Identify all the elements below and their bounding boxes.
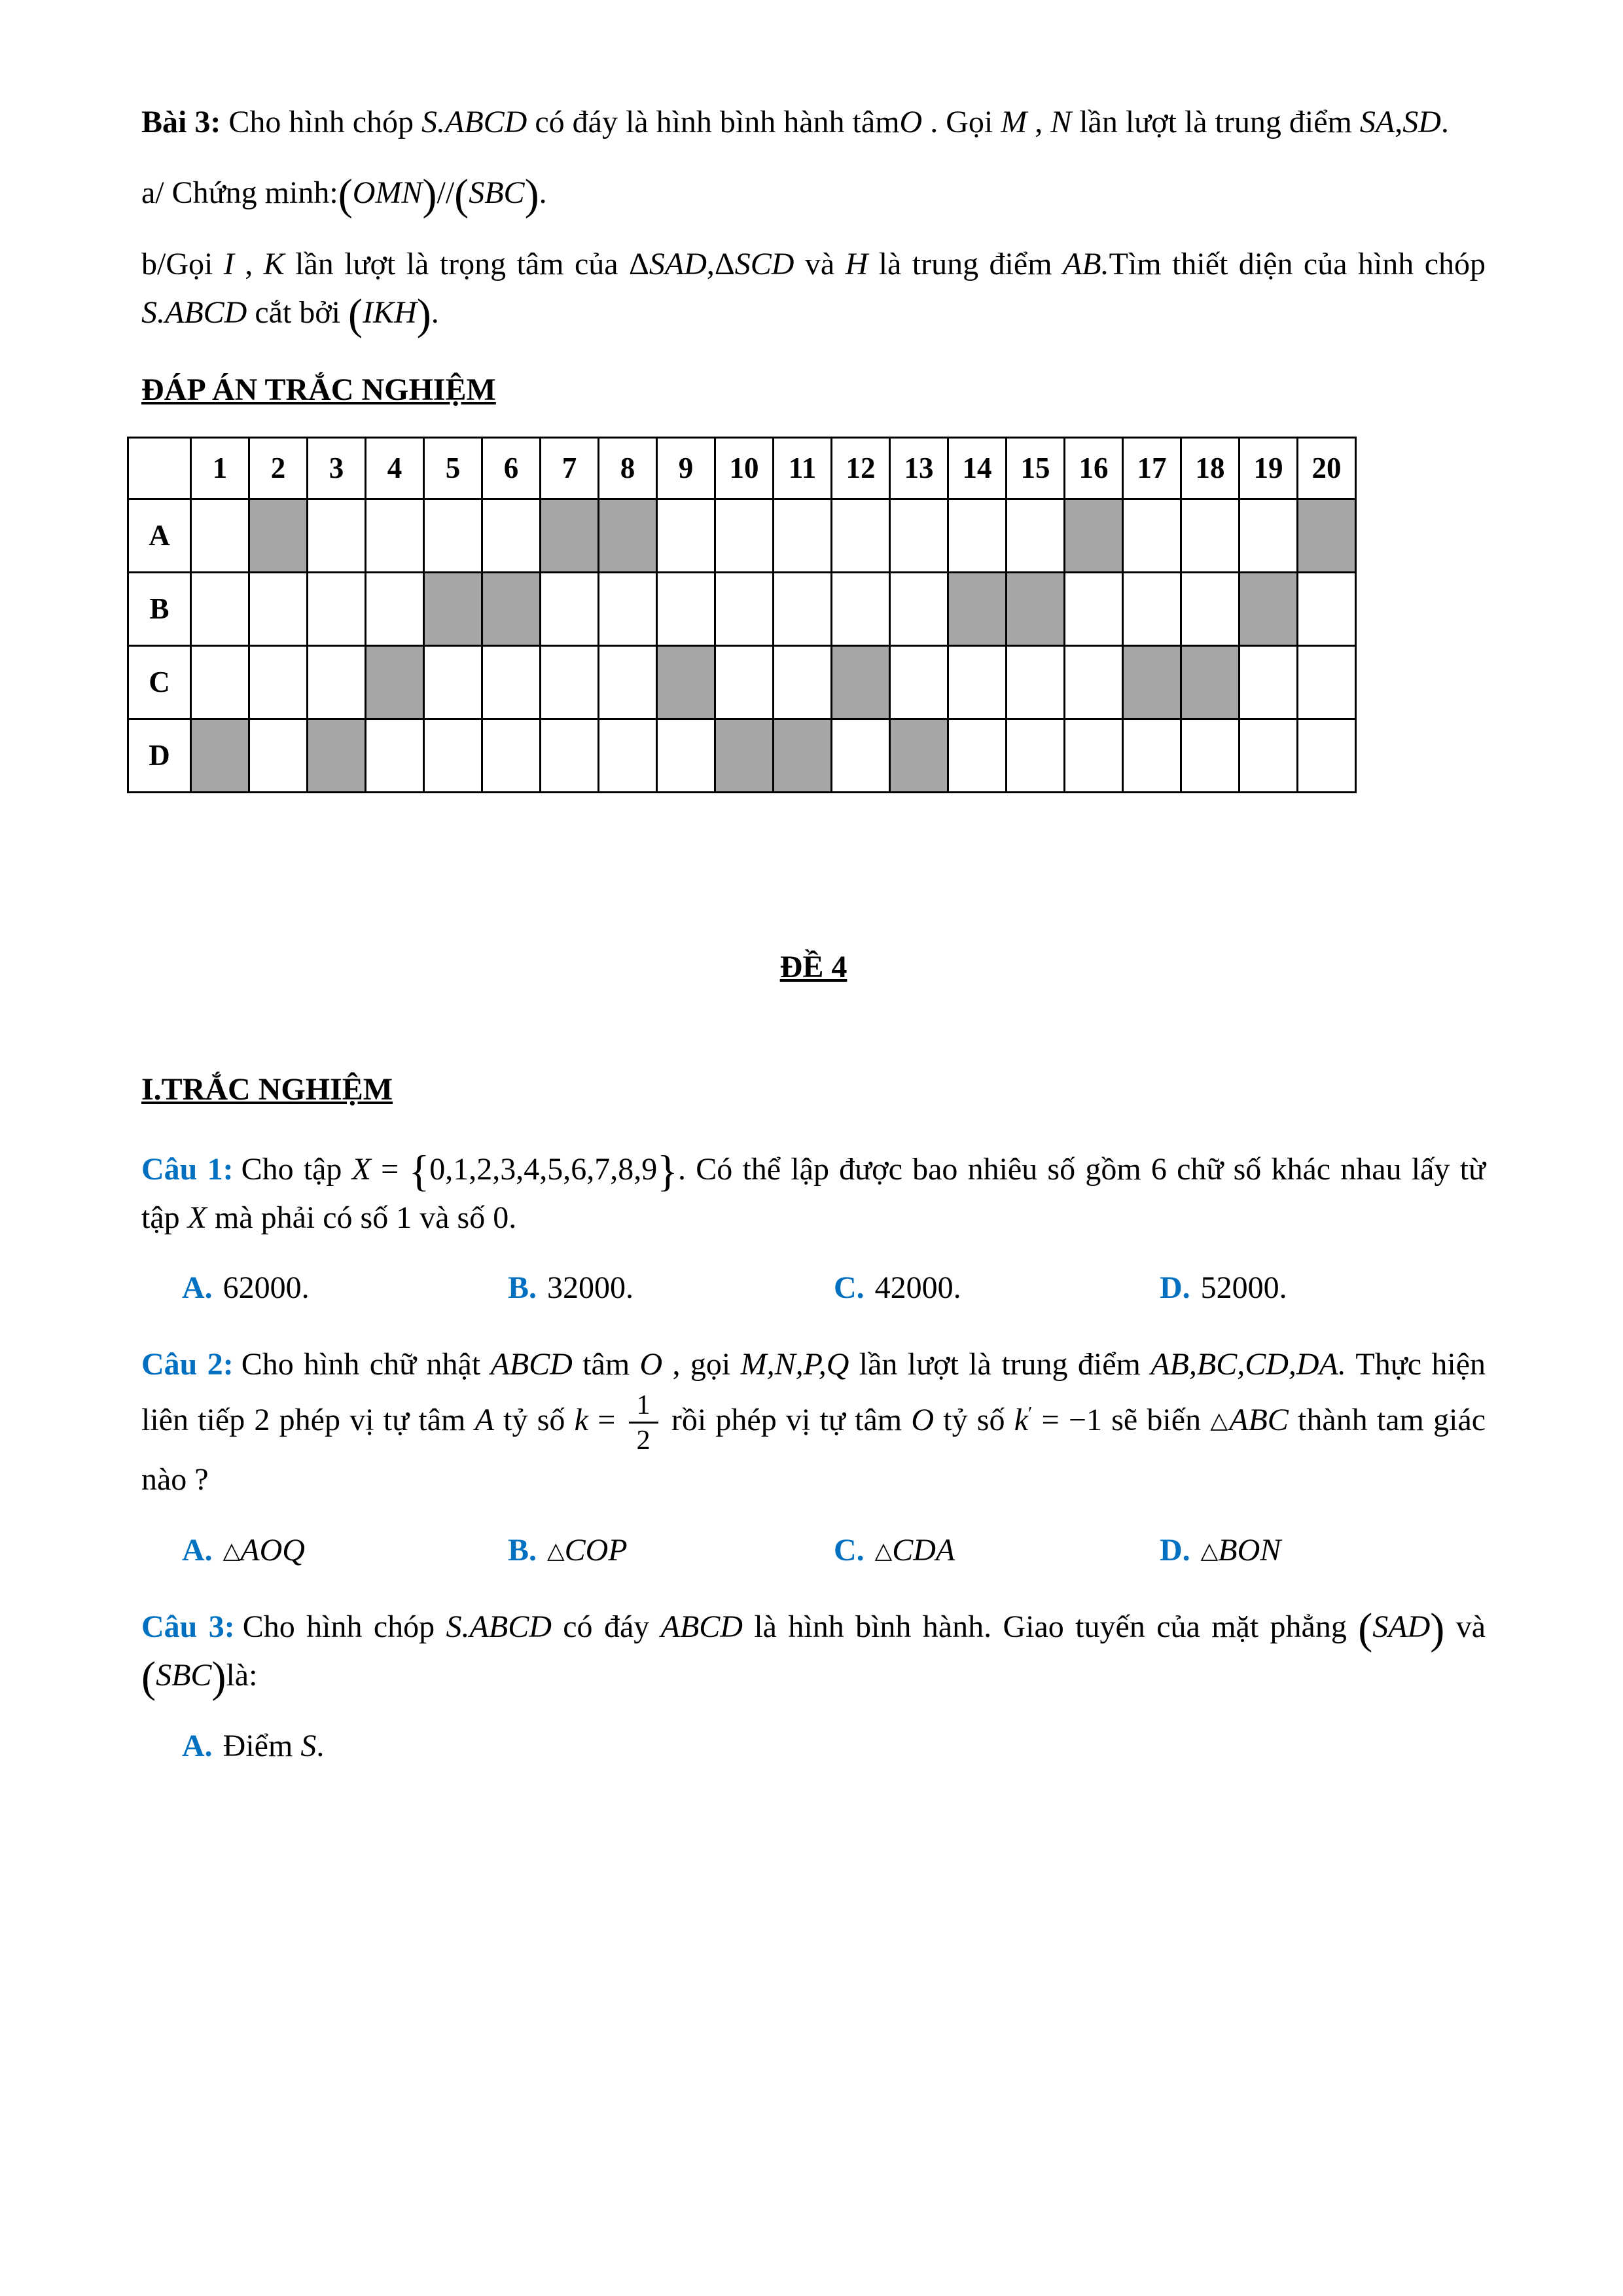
option-2b-text: △COP [547,1532,628,1568]
answer-cell-3A [308,499,366,572]
option-2c-letter: C. [834,1532,865,1568]
option-1b [508,1265,834,1312]
answer-cell-17A [1123,499,1181,572]
question-1-options [141,1265,1486,1312]
answer-row-D [128,719,1356,792]
option-2a-letter: A. [182,1532,213,1568]
answer-row-label-A: A [128,499,191,572]
answer-row-B [128,572,1356,645]
answer-cell-5B [424,572,482,645]
answer-cell-13A [890,499,948,572]
answer-cell-18C [1181,645,1240,719]
answer-cell-12C [832,645,890,719]
answer-cell-4D [366,719,424,792]
answer-cell-9C [657,645,715,719]
answer-row-C [128,645,1356,719]
option-1c-text: 42000. [874,1270,961,1306]
answer-col-header-12: 12 [832,437,890,499]
answer-cell-11C [774,645,832,719]
answer-cell-1B [191,572,249,645]
answer-cell-9A [657,499,715,572]
option-2c [834,1527,1160,1574]
answer-cell-18D [1181,719,1240,792]
answer-col-header-9: 9 [657,437,715,499]
question-2-text: Cho hình chữ nhật ABCD tâm O , gọi M,N,P,Q lần lượt là trung điểm AB,BC,CD,DA. Thực hiện liên tiếp 2 phép vị tự tâm A tỷ số k = $\frac{1}{2}$ rồi phép vị tự tâm O tỷ số k′ = −1 sẽ biến △ABC thành tam giác nào ? [141,1347,1486,1498]
answer-cell-11B [774,572,832,645]
answer-cell-16D [1065,719,1123,792]
answer-cell-14A [948,499,1007,572]
answer-cell-9B [657,572,715,645]
option-1d [1160,1265,1486,1312]
answer-cell-17B [1123,572,1181,645]
answer-cell-10A [715,499,774,572]
option-1b-text: 32000. [547,1270,634,1306]
answer-col-header-18: 18 [1181,437,1240,499]
answer-cell-15D [1007,719,1065,792]
answer-cell-8A [599,499,657,572]
answer-cell-1A [191,499,249,572]
answer-cell-2A [249,499,308,572]
answer-col-header-13: 13 [890,437,948,499]
answer-cell-15A [1007,499,1065,572]
answer-cell-7A [541,499,599,572]
option-2a [182,1527,508,1574]
answer-cell-15B [1007,572,1065,645]
answer-cell-6B [482,572,541,645]
answer-col-header-19: 19 [1240,437,1298,499]
answer-col-header-16: 16 [1065,437,1123,499]
answer-cell-17C [1123,645,1181,719]
answer-cell-18B [1181,572,1240,645]
question-1-label: Câu 1: [141,1151,234,1187]
answer-row-label-D: D [128,719,191,792]
answer-cell-7B [541,572,599,645]
answer-cell-16B [1065,572,1123,645]
answer-cell-11A [774,499,832,572]
answer-cell-5D [424,719,482,792]
problem-3-part-b: b/Gọi I , K lần lượt là trọng tâm của ΔSAD,ΔSCD và H là trung điểm AB.Tìm thiết diện của hình chóp S.ABCD cắt bởi (IKH). [141,246,1486,339]
answer-col-header-1: 1 [191,437,249,499]
answer-col-header-4: 4 [366,437,424,499]
answer-cell-9D [657,719,715,792]
answer-cell-6C [482,645,541,719]
answer-cell-1D [191,719,249,792]
answer-cell-14C [948,645,1007,719]
answer-cell-10C [715,645,774,719]
answer-key-table [127,437,1357,793]
answer-row-label-C: C [128,645,191,719]
answer-cell-5A [424,499,482,572]
option-1c-letter: C. [834,1270,865,1306]
answer-col-header-2: 2 [249,437,308,499]
option-1d-text: 52000. [1200,1270,1287,1306]
answer-col-header-7: 7 [541,437,599,499]
answer-cell-20B [1298,572,1356,645]
question-1 [141,1145,1486,1243]
option-1a-text: 62000. [223,1270,310,1306]
answer-cell-10D [715,719,774,792]
option-1a-letter: A. [182,1270,213,1306]
answer-cell-5C [424,645,482,719]
answer-table-corner-cell [128,437,191,499]
answer-cell-19B [1240,572,1298,645]
section-multiple-choice-heading: I.TRẮC NGHIỆM [141,1071,393,1107]
option-2d-text: △BON [1200,1532,1281,1568]
answer-cell-16C [1065,645,1123,719]
exam-4-heading: ĐỀ 4 [779,949,847,984]
answer-cell-6D [482,719,541,792]
fraction: $\frac{1}{2}$ [625,1390,662,1456]
answer-cell-19C [1240,645,1298,719]
answer-cell-13B [890,572,948,645]
answer-col-header-15: 15 [1007,437,1065,499]
answer-cell-12A [832,499,890,572]
question-2-label: Câu 2: [141,1347,234,1382]
question-2-options [141,1527,1486,1574]
answer-cell-19A [1240,499,1298,572]
answer-cell-13C [890,645,948,719]
option-1a [182,1265,508,1312]
answer-cell-6A [482,499,541,572]
answer-col-header-5: 5 [424,437,482,499]
answer-cell-4C [366,645,424,719]
answer-cell-20C [1298,645,1356,719]
answer-cell-11D [774,719,832,792]
question-1-text: Cho tập X = {0,1,2,3,4,5,6,7,8,9}. Có thể lập được bao nhiêu số gồm 6 chữ số khác nhau lấy từ tập X mà phải có số 1 và số 0. [141,1147,1486,1235]
option-1b-letter: B. [508,1270,537,1306]
answer-cell-13D [890,719,948,792]
answer-key-heading: ĐÁP ÁN TRẮC NGHIỆM [141,372,496,407]
option-2c-text: △CDA [874,1532,955,1568]
answer-cell-4B [366,572,424,645]
answer-cell-15C [1007,645,1065,719]
answer-col-header-11: 11 [774,437,832,499]
option-2d [1160,1527,1486,1574]
question-2 [141,1340,1486,1504]
question-3-option-a [141,1723,1486,1770]
answer-col-header-20: 20 [1298,437,1356,499]
answer-cell-3C [308,645,366,719]
question-3-label: Câu 3: [141,1609,235,1644]
answer-cell-20A [1298,499,1356,572]
answer-cell-17D [1123,719,1181,792]
option-2b-letter: B. [508,1532,537,1568]
answer-row-A [128,499,1356,572]
answer-cell-14B [948,572,1007,645]
answer-cell-8C [599,645,657,719]
answer-cell-8D [599,719,657,792]
option-1d-letter: D. [1160,1270,1190,1306]
answer-col-header-17: 17 [1123,437,1181,499]
option-3a-letter: A. [182,1728,213,1763]
answer-cell-16A [1065,499,1123,572]
answer-cell-2C [249,645,308,719]
answer-col-header-10: 10 [715,437,774,499]
answer-col-header-14: 14 [948,437,1007,499]
answer-cell-2D [249,719,308,792]
answer-col-header-3: 3 [308,437,366,499]
question-3-text: Cho hình chóp S.ABCD có đáy ABCD là hình bình hành. Giao tuyến của mặt phẳng (SAD) và (SBC)là: [141,1604,1486,1702]
answer-col-header-6: 6 [482,437,541,499]
answer-cell-10B [715,572,774,645]
problem-3-statement: Bài 3: Cho hình chóp S.ABCD có đáy là hình bình hành tâmO . Gọi M , N lần lượt là trung điểm SA,SD. [141,105,1449,139]
answer-cell-14D [948,719,1007,792]
answer-cell-20D [1298,719,1356,792]
answer-cell-19D [1240,719,1298,792]
answer-cell-12B [832,572,890,645]
answer-cell-1C [191,645,249,719]
answer-cell-4A [366,499,424,572]
answer-row-label-B: B [128,572,191,645]
answer-cell-18A [1181,499,1240,572]
answer-cell-7C [541,645,599,719]
answer-cell-2B [249,572,308,645]
answer-cell-3D [308,719,366,792]
option-2a-text: △AOQ [223,1532,305,1568]
answer-cell-8B [599,572,657,645]
option-3a-text: Điểm S. [223,1728,325,1763]
answer-cell-12D [832,719,890,792]
option-2b [508,1527,834,1574]
question-3 [141,1603,1486,1700]
problem-3-part-a: a/ Chứng minh:(OMN)//(SBC). [141,171,547,219]
option-1c [834,1265,1160,1312]
answer-col-header-8: 8 [599,437,657,499]
answer-cell-7D [541,719,599,792]
option-2d-letter: D. [1160,1532,1190,1568]
answer-cell-3B [308,572,366,645]
